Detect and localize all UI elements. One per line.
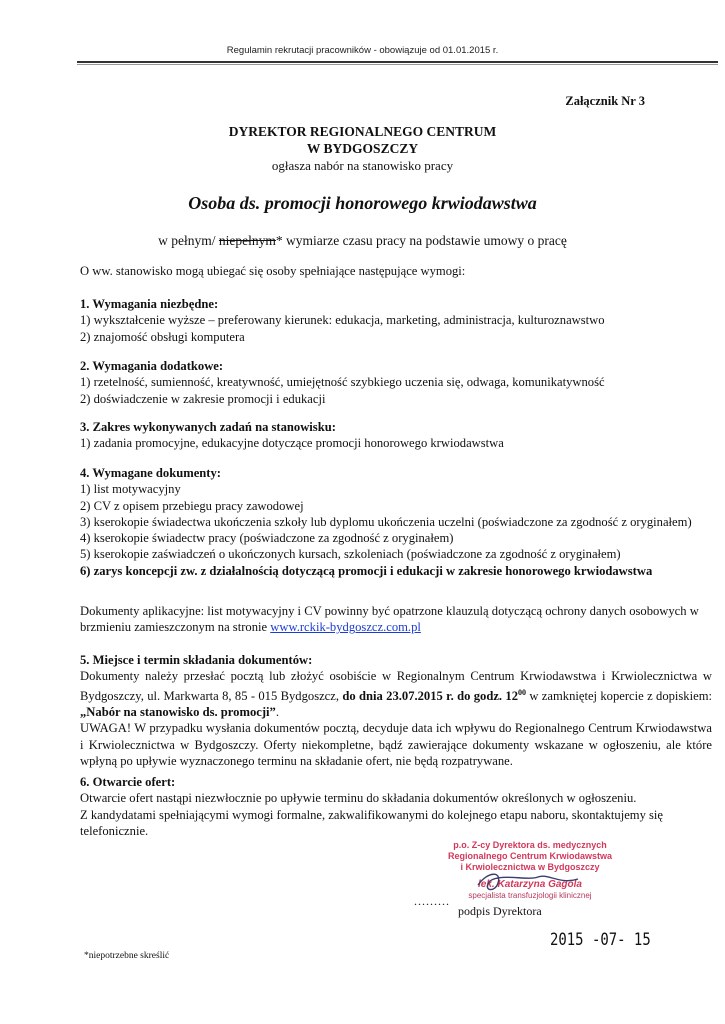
s5-text-b: w zamkniętej kopercie z dopiskiem: [526, 688, 712, 703]
official-stamp: p.o. Z-cy Dyrektora ds. medycznych Regionalnego Centrum Krwiodawstwa i Krwiolecznictwa w Bydgoszczy lek. Katarzyna Gagola specjalista transfuzjologii klinicznej [447, 840, 613, 900]
section-5-paragraph-2: UWAGA! W przypadku wysłania dokumentów pocztą, decyduje data ich wpływu do Regionalnego Centrum Krwiodawstwa i Krwiolecznictwa w Bydgoszczy. Oferty niekompletne, bądź zawierające dokumenty wskazane w ogłoszeniu, ale które wpłyną po upływie wyznaczonego terminu na składanie ofert, nie będą rozpatrywane. [80, 721, 712, 768]
title-line-3: ogłasza nabór na stanowisko pracy [271, 158, 454, 173]
worktime-struck: niepełnym [218, 233, 276, 248]
date-stamp: 2015 -07- 15 [550, 930, 651, 950]
worktime-suffix: * wymiarze czasu pracy na podstawie umowy o pracę [275, 233, 567, 248]
section-1 [80, 296, 712, 345]
list-item: 2) doświadczenie w zakresie promocji i edukacji [80, 391, 326, 406]
list-item: 1) list motywacyjny [80, 482, 181, 497]
header-rule [77, 61, 718, 63]
page-header: Regulamin rekrutacji pracowników - obowiązuje od 01.01.2015 r. [226, 45, 499, 56]
list-item: 2) CV z opisem przebiegu pracy zawodowej [80, 498, 304, 513]
section-4-heading: 4. Wymagane dokumenty: [80, 466, 221, 480]
docs-note [80, 603, 712, 636]
list-item: 1) rzetelność, sumienność, kreatywność, umiejętność szybkiego uczenia się, odwaga, komunikatywność [80, 375, 605, 390]
section-5 [80, 652, 712, 769]
s5-envelope-label: „Nabór na stanowisko ds. promocji” [80, 705, 276, 720]
list-item: 1) wykształcenie wyższe – preferowany kierunek: edukacja, marketing, administracja, kulturoznawstwo [80, 313, 605, 328]
section-6-paragraph-2: Z kandydatami spełniającymi wymogi formalne, zakwalifikowanymi do kolejnego etapu naboru, skontaktujemy się telefonicznie. [80, 807, 664, 838]
worktime-prefix: w pełnym/ [158, 233, 219, 248]
section-6 [80, 774, 712, 839]
position-title: Osoba ds. promocji honorowego krwiodawstwa [188, 193, 537, 213]
website-link[interactable]: www.rckik-bydgoszcz.com.pl [270, 620, 421, 635]
section-3 [80, 419, 712, 452]
header-rule-thin [77, 64, 718, 65]
section-5-heading: 5. Miejsce i termin składania dokumentów: [80, 653, 313, 667]
section-4 [80, 465, 712, 579]
intro: O ww. stanowisko mogą ubiegać się osoby spełniające następujące wymogi: [80, 264, 466, 278]
docs-note-text: Dokumenty aplikacyjne: list motywacyjny i CV powinny być opatrzone klauzulą dotyczącą ochrony danych osobowych w brzmieniu zamieszczonym na stronie [80, 604, 699, 635]
list-item: 4) kserokopie świadectw pracy (poświadczone za zgodność z oryginałem) [80, 531, 454, 546]
title-line-2: W BYDGOSZCZY [306, 141, 419, 156]
signature-dots: ......... [414, 894, 450, 908]
list-item: 5) kserokopie zaświadczeń o ukończonych kursach, szkoleniach (poświadczone za zgodność z oryginałem) [80, 547, 621, 562]
title-line-1: DYREKTOR REGIONALNEGO CENTRUM [228, 124, 497, 139]
signature-label: podpis Dyrektora [458, 904, 542, 918]
list-item: 2) znajomość obsługi komputera [80, 329, 245, 344]
list-item: 6) zarys koncepcji zw. z działalnością dotyczącą promocji i edukacji w zakresie honorowego krwiodawstwa [80, 563, 653, 578]
list-item: 3) kserokopie świadectwa ukończenia szkoły lub dyplomu ukończenia uczelni (poświadczone za zgodność z oryginałem) [80, 514, 692, 529]
section-6-heading: 6. Otwarcie ofert: [80, 775, 176, 789]
section-2-heading: 2. Wymagania dodatkowe: [80, 359, 224, 373]
section-3-heading: 3. Zakres wykonywanych zadań na stanowisku: [80, 420, 336, 434]
list-item: 1) zadania promocyjne, edukacyjne dotyczące promocji honorowego krwiodawstwa [80, 436, 504, 451]
footnote: *niepotrzebne skreślić [84, 951, 170, 961]
s5-deadline: do dnia 23.07.2015 r. do godz. $12^{00}$ [342, 687, 527, 703]
handwritten-signature [468, 867, 588, 897]
annex-label: Załącznik Nr 3 [565, 94, 645, 108]
s5-text-a: Dokumenty należy przesłać pocztą lub złożyć osobiście w Regionalnym Centrum Krwiodawstwa i Krwiolecznictwa w Bydgoszczy, ul. Markwarta 8, 85 - 015 Bydgoszcz, [80, 669, 712, 703]
section-2 [80, 358, 712, 407]
section-5-paragraph-1: Dokumenty należy przesłać pocztą lub złożyć osobiście w Regionalnym Centrum Krwiodawstwa i Krwiolecznictwa w Bydgoszczy, ul. Markwarta 8, 85 - 015 Bydgoszcz, do dnia 23.07.2015 r. do godz. $12^{00}$ w zamkniętej kopercie z dopiskiem: „Nabór na stanowisko ds. promocji”. [80, 669, 712, 720]
section-6-paragraph-1: Otwarcie ofert nastąpi niezwłocznie po upływie terminu do składania dokumentów określonych w ogłoszeniu. [80, 791, 637, 806]
section-1-heading: 1. Wymagania niezbędne: [80, 297, 219, 311]
worktime-line [0, 233, 725, 249]
